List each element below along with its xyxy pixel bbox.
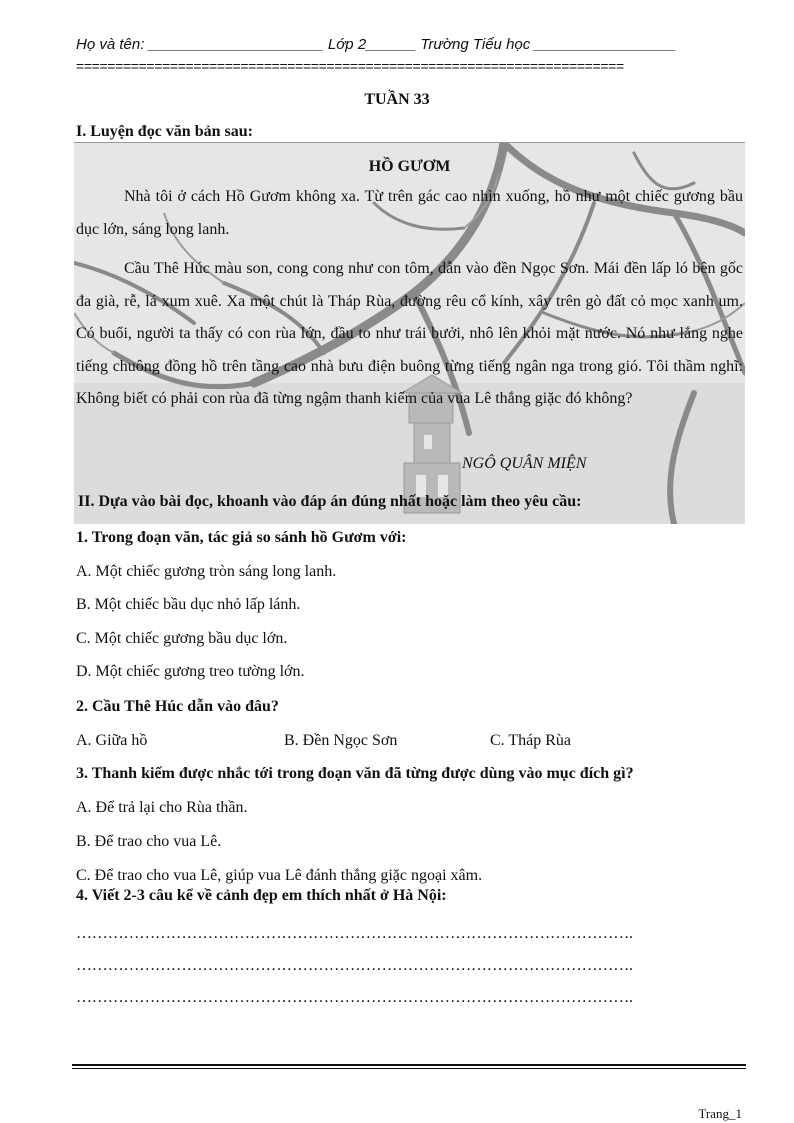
question-1-option-b[interactable]: B. Một chiếc bầu dục nhỏ lấp lánh. [76,596,301,613]
reading-paragraph-2: Cầu Thê Húc màu son, cong cong như con tôm, dẫn vào đền Ngọc Sơn. Mái đền lấp ló bên gốc đa già, rễ, lá xum xuê. Xa một chút là Tháp Rùa, đường rêu cổ kính, xây trên gò đất cỏ mọc xanh um. Có buổi, người ta thấy có con rùa lớn, đầu to như trái bưởi, nhô lên khỏi mặt nước. Nó như lắng nghe tiếng chuông đồng hồ trên tầng cao nhà bưu điện buông từng tiếng ngân nga trong gió. Tôi thầm nghĩ: Không biết có phải con rùa đã từng ngậm thanh kiếm của vua Lê thắng giặc đó không? [76,260,743,407]
reading-passage-box [74,142,745,524]
answer-line-3[interactable]: ……………………………………………………………………………………………. [76,989,633,1006]
question-3-option-c[interactable]: C. Để trao cho vua Lê, giúp vua Lê đánh thắng giặc ngoại xâm. [76,867,483,884]
footer-divider [72,1064,746,1066]
section1-title: I. Luyện đọc văn bản sau: [76,123,253,140]
page-number: Trang_1 [698,1106,742,1121]
question-1-option-a[interactable]: A. Một chiếc gương tròn sáng long lanh. [76,563,337,580]
question-1-option-d[interactable]: D. Một chiếc gương treo tường lớn. [76,663,305,680]
question-2-option-a[interactable]: A. Giữa hồ [76,732,148,749]
question-4: 4. Viết 2-3 câu kể về cảnh đẹp em thích nhất ở Hà Nội: [76,887,447,904]
question-2-option-b[interactable]: B. Đền Ngọc Sơn [284,732,398,749]
answer-line-1[interactable]: ……………………………………………………………………………………………. [76,925,633,942]
reading-author: NGÔ QUÂN MIỆN [462,455,587,472]
section2-title: II. Dựa vào bài đọc, khoanh vào đáp án đúng nhất hoặc làm theo yêu cầu: [78,493,582,510]
question-2-option-c[interactable]: C. Tháp Rùa [490,732,572,749]
question-1: 1. Trong đoạn văn, tác giả so sánh hồ Gươm với: [76,529,407,546]
question-3: 3. Thanh kiếm được nhắc tới trong đoạn văn đã từng được dùng vào mục đích gì? [76,765,634,782]
week-title: TUẦN 33 [364,91,430,108]
question-2: 2. Cầu Thê Húc dẫn vào đâu? [76,698,279,715]
question-3-option-b[interactable]: B. Để trao cho vua Lê. [76,833,222,850]
footer-divider-thin [72,1068,746,1069]
reading-title: HỒ GƯƠM [368,158,451,175]
question-1-option-c[interactable]: C. Một chiếc gương bầu dục lớn. [76,630,288,647]
reading-paragraph-1: Nhà tôi ở cách Hồ Gươm không xa. Từ trên gác cao nhìn xuống, hồ như một chiếc gương bầu dục lớn, sáng long lanh. [76,188,743,238]
separator-line: ====================================================================== [76,58,624,74]
student-info-line: Họ và tên: _____________________ Lớp 2______ Trường Tiểu học _________________ [76,36,677,53]
question-3-option-a[interactable]: A. Để trả lại cho Rùa thần. [76,799,248,816]
answer-line-2[interactable]: ……………………………………………………………………………………………. [76,957,633,974]
